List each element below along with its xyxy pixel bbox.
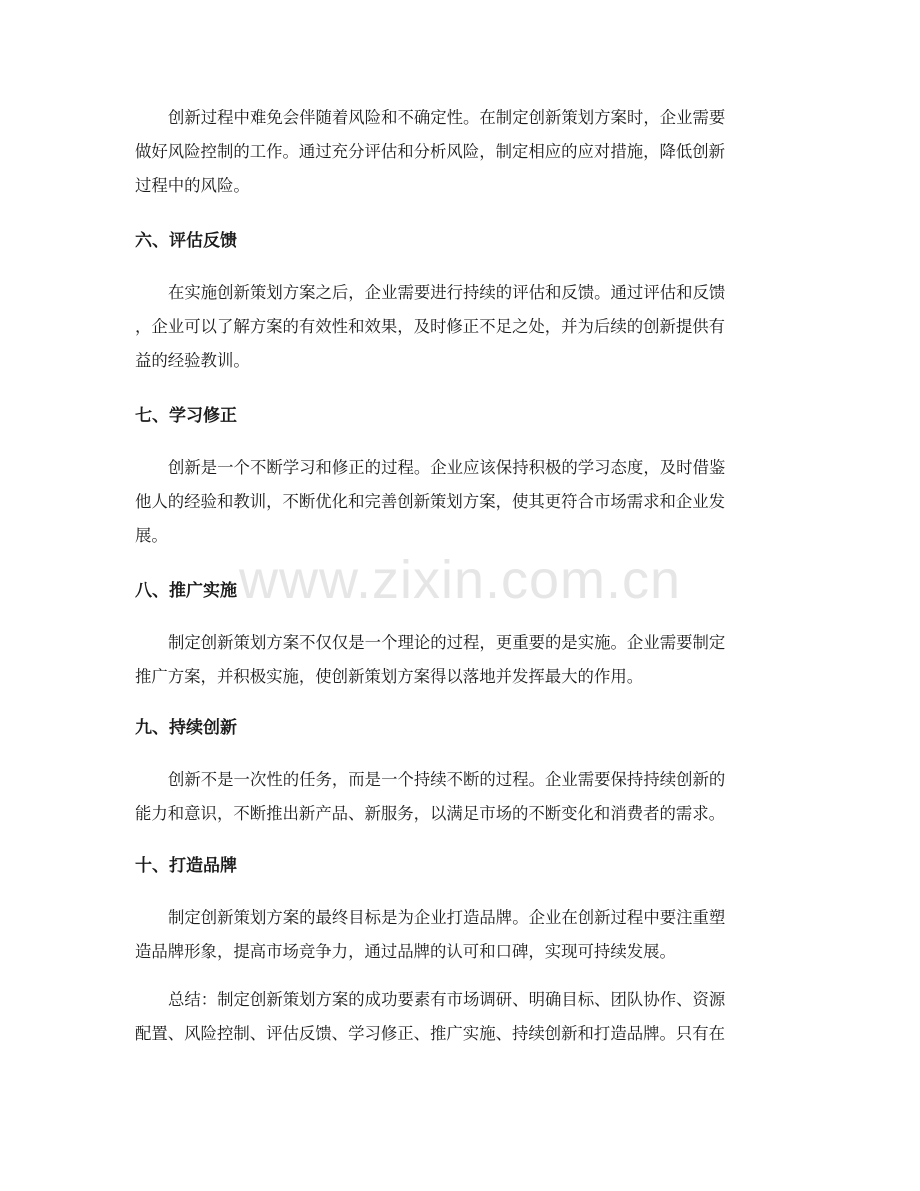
section-heading-evaluation: [135, 227, 785, 255]
section-paragraph-brand: [135, 901, 785, 969]
section-paragraph-continuous: [135, 763, 785, 831]
section-heading: 九、持续创新: [135, 718, 237, 738]
paragraph-line: 制定创新策划方案不仅仅是一个理论的过程，更重要的是实施。企业需要制定: [168, 633, 726, 652]
watermark: www.zixin.com.cn: [238, 550, 682, 610]
paragraph-line: 造品牌形象，提高市场竞争力，通过品牌的认可和口碑，实现可持续发展。: [135, 942, 676, 961]
paragraph-line: ，企业可以了解方案的有效性和效果，及时修正不足之处，并为后续的创新提供有: [135, 317, 726, 336]
paragraph-line: 做好风险控制的工作。通过充分评估和分析风险，制定相应的应对措施，降低创新: [135, 142, 726, 161]
paragraph-line: 益的经验教训。: [135, 351, 250, 370]
paragraph-line: 制定创新策划方案的最终目标是为企业打造品牌。企业在创新过程中要注重塑: [168, 908, 726, 927]
section-paragraph-promotion: [135, 626, 785, 694]
paragraph-line: 创新过程中难免会伴随着风险和不确定性。在制定创新策划方案时，企业需要: [168, 108, 726, 127]
paragraph-line: 推广方案，并积极实施，使创新策划方案得以落地并发挥最大的作用。: [135, 667, 644, 686]
paragraph-line: 展。: [135, 526, 168, 545]
intro-paragraph: [135, 101, 785, 203]
paragraph-line: 配置、风险控制、评估反馈、学习修正、推广实施、持续创新和打造品牌。只有在: [135, 1024, 726, 1043]
section-heading-promotion: [135, 577, 785, 605]
paragraph-line: 过程中的风险。: [135, 176, 250, 195]
paragraph-line: 在实施创新策划方案之后，企业需要进行持续的评估和反馈。通过评估和反馈: [168, 283, 726, 302]
paragraph-line: 能力和意识，不断推出新产品、新服务，以满足市场的不断变化和消费者的需求。: [135, 804, 726, 823]
paragraph-line: 创新是一个不断学习和修正的过程。企业应该保持积极的学习态度，及时借鉴: [168, 458, 726, 477]
section-heading-continuous: [135, 714, 785, 742]
paragraph-line: 总结：制定创新策划方案的成功要素有市场调研、明确目标、团队协作、资源: [168, 990, 726, 1009]
section-heading: 十、打造品牌: [135, 856, 237, 876]
paragraph-line: 创新不是一次性的任务，而是一个持续不断的过程。企业需要保持持续创新的: [168, 770, 726, 789]
section-paragraph-learning: [135, 451, 785, 553]
section-heading: 七、学习修正: [135, 406, 237, 426]
section-heading: 六、评估反馈: [135, 231, 237, 251]
summary-paragraph: [135, 983, 785, 1051]
section-paragraph-evaluation: [135, 276, 785, 378]
paragraph-line: 他人的经验和教训，不断优化和完善创新策划方案，使其更符合市场需求和企业发: [135, 492, 726, 511]
section-heading: 八、推广实施: [135, 581, 237, 601]
section-heading-learning: [135, 402, 785, 430]
section-heading-brand: [135, 852, 785, 880]
